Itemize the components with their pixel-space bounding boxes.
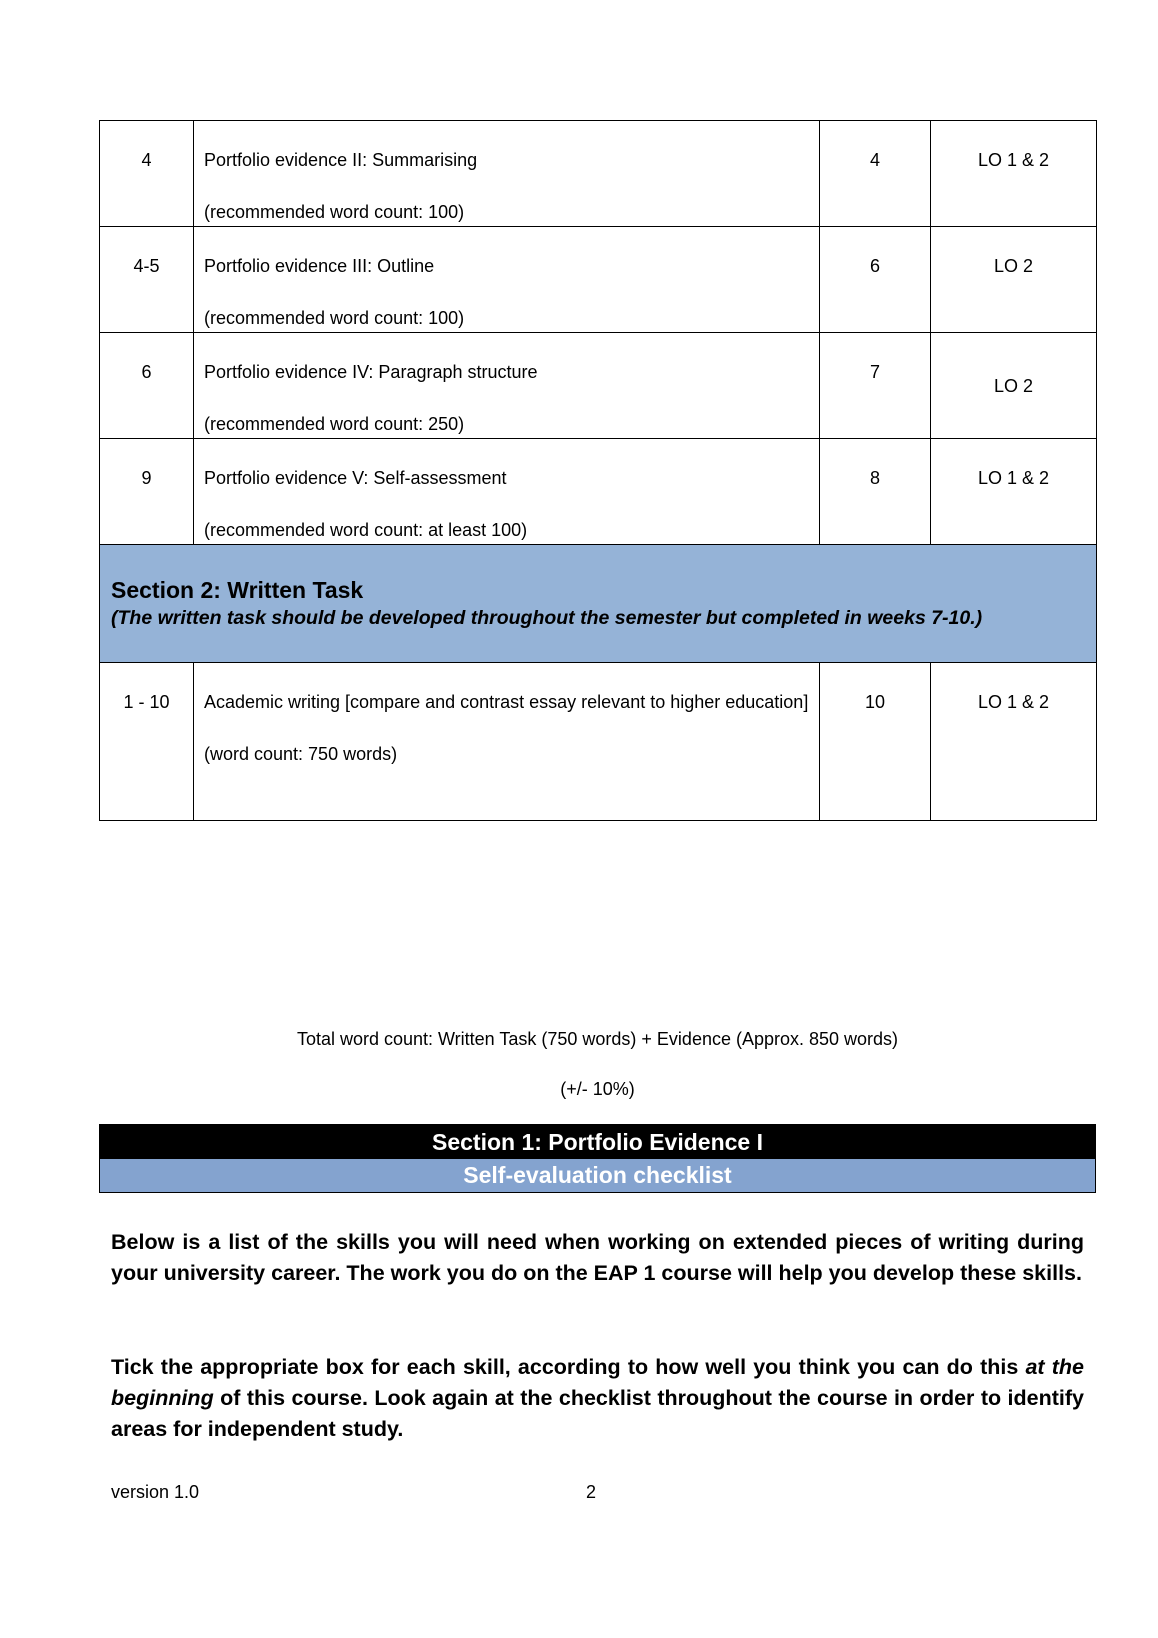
- task-title: Academic writing [compare and contrast essay relevant to higher education]: [204, 692, 809, 712]
- word-count-tolerance: (+/- 10%): [560, 1079, 635, 1099]
- number-cell: 7: [820, 333, 931, 439]
- task-cell: [194, 227, 820, 333]
- task-note: (recommended word count: 100): [204, 202, 465, 222]
- table-row: [100, 439, 1097, 545]
- task-title: Portfolio evidence V: Self-assessment: [204, 468, 507, 488]
- task-title: Portfolio evidence IV: Paragraph structure: [204, 362, 538, 382]
- week-cell: 4: [100, 121, 194, 227]
- number-cell: 6: [820, 227, 931, 333]
- table-row: [100, 121, 1097, 227]
- task-cell: [194, 121, 820, 227]
- instruction-text-a: Tick the appropriate box for each skill, according to how well you think you can do this: [111, 1355, 1026, 1379]
- instruction-emphasis: at the beginning: [111, 1355, 1084, 1410]
- assessment-table: [99, 120, 1097, 821]
- section-2-title: Section 2: Written Task: [111, 577, 364, 603]
- lo-cell: LO 2: [931, 227, 1097, 333]
- lo-cell: LO 2: [931, 333, 1097, 439]
- checklist-subtitle: Self-evaluation checklist: [100, 1159, 1095, 1192]
- task-title: Portfolio evidence II: Summarising: [204, 150, 478, 170]
- number-cell: 8: [820, 439, 931, 545]
- section-2-header: [100, 545, 1097, 663]
- lo-cell: LO 1 & 2: [931, 121, 1097, 227]
- lo-cell: LO 1 & 2: [931, 663, 1097, 821]
- footer-version: version 1.0: [111, 1482, 200, 1502]
- task-title: Portfolio evidence III: Outline: [204, 256, 435, 276]
- task-note: (recommended word count: 250): [204, 414, 465, 434]
- week-cell: 1 - 10: [100, 663, 194, 821]
- page-number: 2: [586, 1482, 597, 1502]
- table-row: [100, 333, 1097, 439]
- task-note: (word count: 750 words): [204, 744, 398, 764]
- week-cell: 4-5: [100, 227, 194, 333]
- instruction-text-b: of this course. Look again at the checklist throughout the course in order to identify areas for independent study.: [111, 1386, 1084, 1441]
- task-cell: [194, 333, 820, 439]
- section-2-subtitle: (The written task should be developed throughout the semester but completed in weeks 7-10.): [111, 607, 983, 629]
- lo-cell: LO 1 & 2: [931, 439, 1097, 545]
- total-word-count: Total word count: Written Task (750 words) + Evidence (Approx. 850 words): [296, 1029, 899, 1049]
- intro-paragraph: Below is a list of the skills you will need when working on extended pieces of writing during your university career. The work you do on the EAP 1 course will help you develop these skills.: [111, 1230, 1084, 1285]
- task-note: (recommended word count: at least 100): [204, 520, 528, 540]
- task-cell: [194, 439, 820, 545]
- section-1-title: Section 1: Portfolio Evidence I: [100, 1125, 1095, 1159]
- instruction-paragraph: [111, 1352, 1084, 1445]
- week-cell: 6: [100, 333, 194, 439]
- week-cell: 9: [100, 439, 194, 545]
- number-cell: 10: [820, 663, 931, 821]
- section-2-header-row: [100, 545, 1097, 663]
- table-row: [100, 227, 1097, 333]
- task-note: (recommended word count: 100): [204, 308, 465, 328]
- section-1-banner: [99, 1124, 1096, 1193]
- table-row: [100, 663, 1097, 821]
- number-cell: 4: [820, 121, 931, 227]
- task-cell: [194, 663, 820, 821]
